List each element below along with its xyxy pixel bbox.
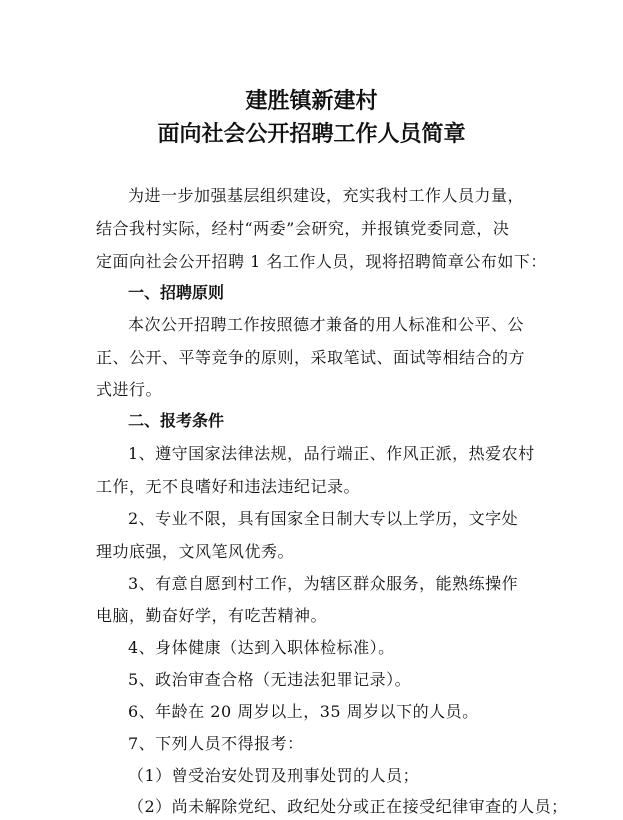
intro-line1: 为进一步加强基层组织建设，充实我村工作人员力量， [128,186,525,205]
section2-heading: 二、报考条件 [128,411,225,430]
document-title-line1: 建胜镇新建村 [245,89,378,114]
section1-line2: 正、公开、平等竞争的原则，采取笔试、面试等相结合的方 [96,348,526,367]
condition-5: 5、政治审查合格（无违法犯罪记录）。 [128,670,412,689]
condition-2-line2: 理功底强，文风笔风优秀。 [96,542,295,561]
exclusion-2: （2）尚未解除党纪、政纪处分或正在接受纪律审查的人员； [128,797,568,816]
intro-line3: 定面向社会公开招聘 1 名工作人员，现将招聘简章公布如下： [96,252,547,271]
condition-3-line1: 3、有意自愿到村工作，为辖区群众服务，能熟练操作 [128,574,519,593]
section1-line3: 式进行。 [96,380,163,399]
condition-6: 6、年龄在 20 周岁以上，35 周岁以下的人员。 [128,702,479,721]
condition-7: 7、下列人员不得报考： [128,734,304,753]
condition-4: 4、身体健康（达到入职体检标准）。 [128,638,395,657]
exclusion-1: （1）曾受治安处罚及刑事处罚的人员； [128,766,420,785]
document-title-line2: 面向社会公开招聘工作人员简章 [157,122,466,147]
condition-1-line2: 工作，无不良嗜好和违法违纪记录。 [96,477,361,496]
intro-line2: 结合我村实际，经村“两委”会研究，并报镇党委同意，决 [96,219,510,238]
section1-line1: 本次公开招聘工作按照德才兼备的用人标准和公平、公 [128,315,525,334]
section1-heading: 一、招聘原则 [128,283,225,302]
condition-2-line1: 2、专业不限，具有国家全日制大专以上学历，文字处 [128,509,519,528]
condition-3-line2: 电脑，勤奋好学，有吃苦精神。 [96,606,328,625]
condition-1-line1: 1、遵守国家法律法规，品行端正、作风正派，热爱农村 [128,444,535,463]
